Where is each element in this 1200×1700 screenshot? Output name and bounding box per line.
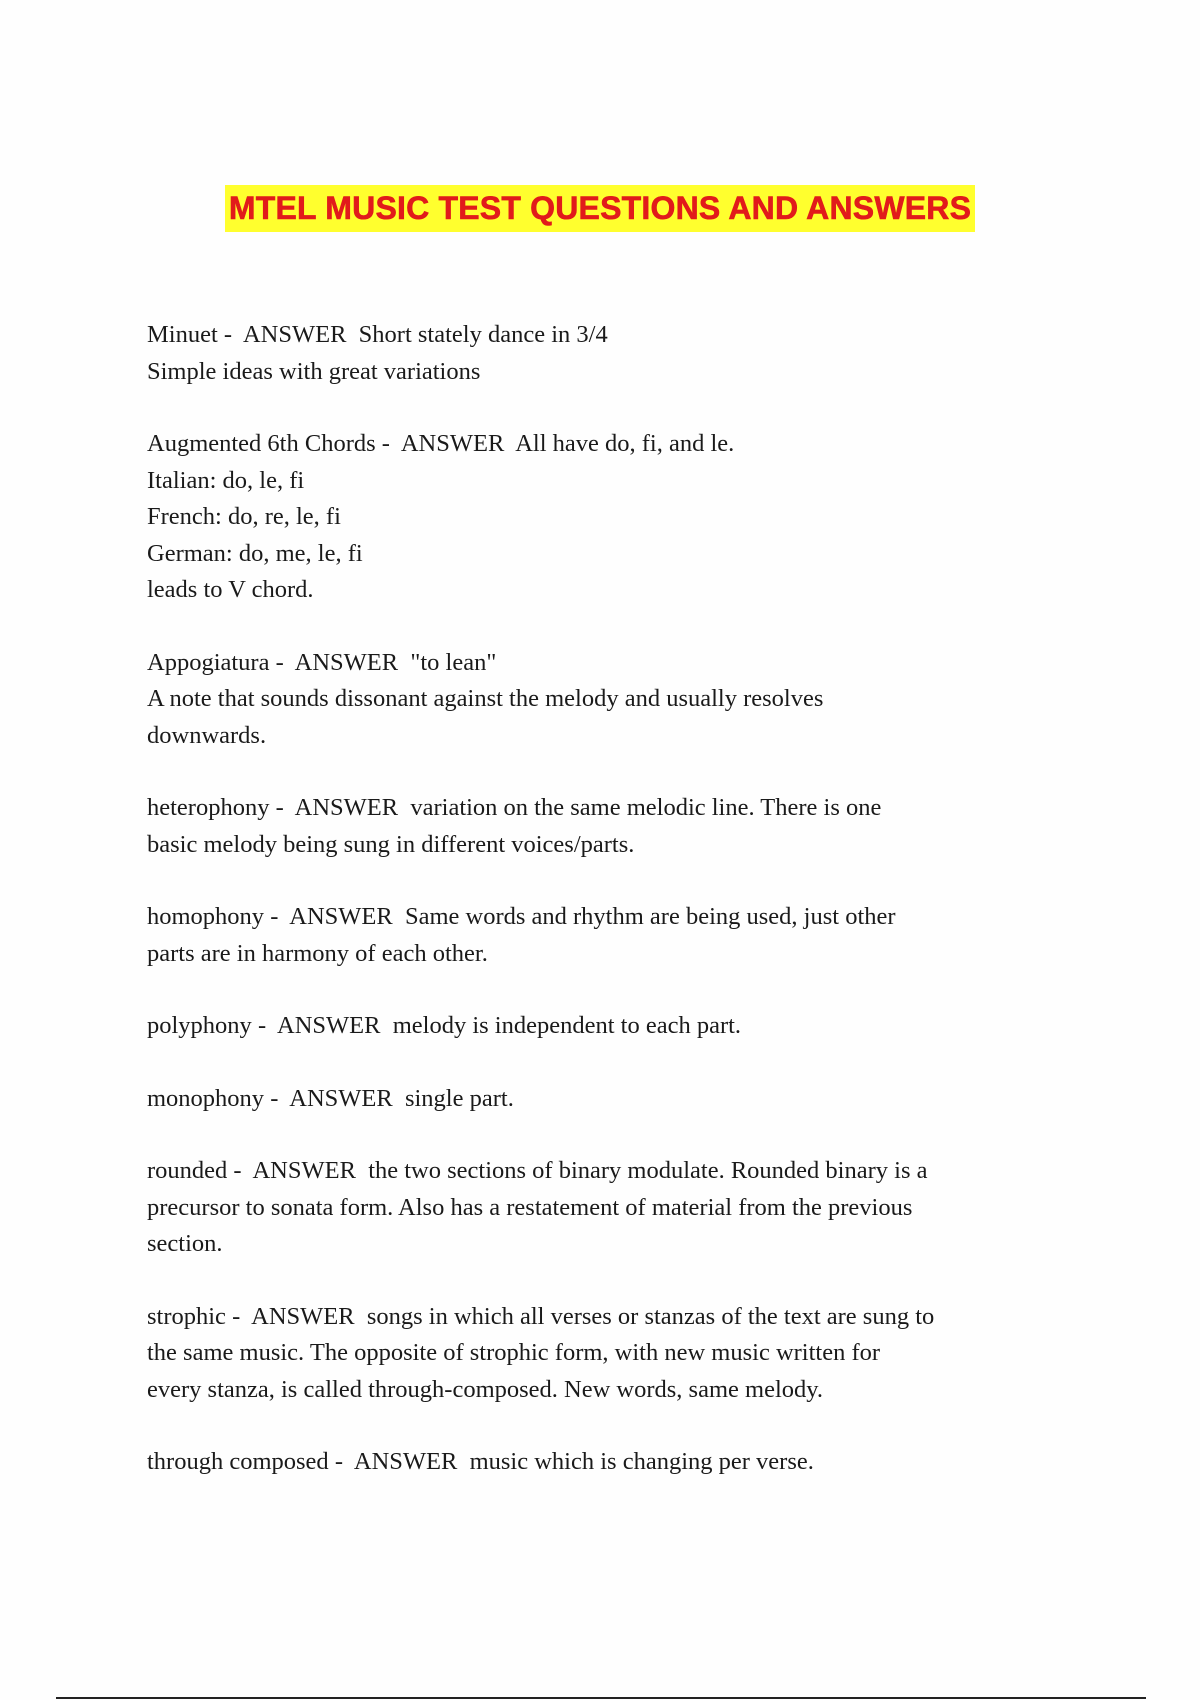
qa-answer-text: single part. [404,1084,514,1112]
qa-separator: - [225,1302,252,1330]
qa-first-line [147,790,1077,827]
qa-answer-line [147,936,1077,973]
answer-label: ANSWER [294,794,399,821]
document-title: MTEL MUSIC TEST QUESTIONS AND ANSWERS [225,185,975,232]
answer-label: ANSWER [289,1084,393,1112]
qa-answer-line [147,536,1077,573]
qa-answer-text: the same music. The opposite of strophic form, with new music written for [147,1339,881,1366]
qa-entry [147,1081,1077,1118]
qa-entry [147,426,1077,609]
answer-label: ANSWER [277,1012,381,1039]
qa-term: Augmented 6th Chords [147,430,376,457]
qa-separator: - [227,1157,253,1184]
answer-label: ANSWER [242,321,347,348]
qa-list [147,317,1077,1517]
qa-term: polyphony [147,1012,252,1039]
qa-entry [147,1299,1077,1409]
qa-separator: - [251,1012,277,1039]
qa-answer-text: basic melody being sung in different voices/parts. [147,830,635,858]
qa-answer-text: leads to V chord. [147,576,314,603]
qa-answer-text: A note that sounds dissonant against the melody and usually resolves [147,685,824,712]
qa-answer-text: melody is independent to each part. [392,1012,742,1039]
qa-answer-text: music which is changing per verse. [469,1448,814,1475]
qa-first-line [147,317,1077,354]
qa-answer-text: variation on the same melodic line. There is one [410,794,882,821]
qa-answer-text: All have do, fi, and le. [515,430,735,457]
qa-term: rounded [147,1157,228,1184]
qa-term: strophic [147,1302,226,1330]
qa-first-line [147,1081,1077,1118]
qa-answer-text: precursor to sonata form. Also has a restatement of material from the previous [147,1193,913,1221]
qa-entry [147,899,1077,972]
qa-answer-line [147,499,1077,536]
qa-first-line [147,899,1077,936]
qa-first-line [147,1444,1077,1481]
qa-answer-text: section. [147,1230,223,1257]
qa-answer-line [147,463,1077,500]
qa-answer-text: every stanza, is called through-composed. New words, same melody. [147,1375,824,1403]
qa-entry [147,790,1077,863]
qa-answer-line [147,1190,1077,1227]
qa-answer-line [147,1226,1077,1263]
qa-term: homophony [147,903,265,930]
qa-separator: - [269,648,295,676]
qa-separator: - [375,430,401,457]
qa-entry [147,645,1077,755]
qa-entry [147,317,1077,390]
qa-first-line [147,645,1077,682]
qa-first-line [147,1008,1077,1045]
answer-label: ANSWER [289,903,393,930]
qa-separator: - [328,1448,354,1475]
qa-entry [147,1153,1077,1263]
qa-answer-line [147,354,1077,391]
qa-answer-text: "to lean" [410,648,497,676]
qa-answer-text: Same words and rhythm are being used, just other [404,903,896,930]
qa-answer-line [147,1335,1077,1372]
qa-term: heterophony [147,794,270,821]
qa-answer-line [147,718,1077,755]
qa-separator: - [264,1084,290,1112]
answer-label: ANSWER [251,1302,355,1330]
qa-answer-text: Italian: do, le, fi [147,466,305,494]
qa-first-line [147,1299,1077,1336]
answer-label: ANSWER [353,1448,458,1475]
qa-answer-line [147,681,1077,718]
title-wrap [0,185,1200,232]
qa-answer-text: parts are in harmony of each other. [147,939,488,967]
qa-separator: - [264,903,290,930]
qa-answer-text: French: do, re, le, fi [147,503,341,530]
qa-answer-line [147,1372,1077,1409]
qa-term: monophony [147,1084,265,1112]
qa-term: Minuet [147,321,218,348]
qa-answer-text: downwards. [147,721,267,749]
qa-term: through composed [147,1448,329,1475]
answer-label: ANSWER [400,430,505,457]
answer-label: ANSWER [294,648,399,676]
qa-answer-line [147,572,1077,609]
qa-entry [147,1008,1077,1045]
qa-answer-text: Simple ideas with great variations [147,357,481,385]
qa-separator: - [217,321,243,348]
qa-first-line [147,1153,1077,1190]
qa-answer-text: Short stately dance in 3/4 [358,321,608,348]
qa-answer-text: songs in which all verses or stanzas of the text are sung to [366,1302,935,1330]
qa-term: Appogiatura [147,648,270,676]
qa-answer-text: the two sections of binary modulate. Rounded binary is a [368,1157,928,1184]
answer-label: ANSWER [252,1157,356,1184]
qa-entry [147,1444,1077,1481]
qa-answer-text: German: do, me, le, fi [147,539,363,567]
qa-first-line [147,426,1077,463]
qa-answer-line [147,827,1077,864]
footer-divider [56,1697,1146,1699]
qa-separator: - [269,794,295,821]
